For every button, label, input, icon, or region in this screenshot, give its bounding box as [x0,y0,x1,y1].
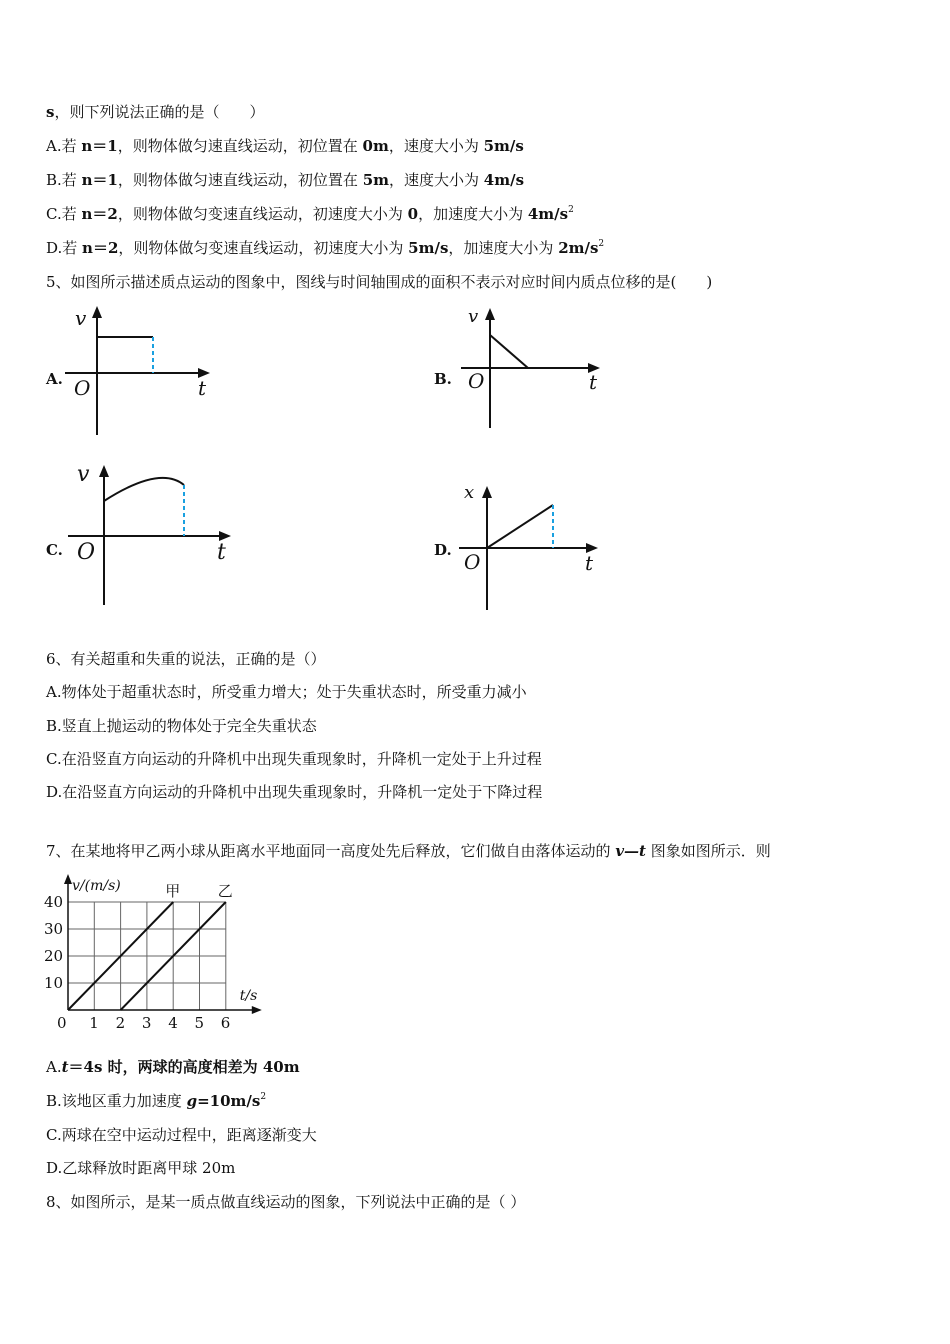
q5-option-d-label[interactable]: D. [434,541,452,559]
q4-option-mid: ，则物体做匀速直线运动，初位置在 [117,171,363,189]
x-tick-label: 5 [194,1014,205,1032]
y-axis-label: v/(m/s) [72,878,121,894]
q7-option-b-label: B. [46,1092,62,1110]
q5-option-b-label[interactable]: B. [434,370,452,388]
q6-option-b[interactable]: B.竖直上抛运动的物体处于完全失重状态 [46,717,317,735]
q7-stem-pre: 7、在某地将甲乙两小球从距离水平地面同一高度处先后释放，它们做自由落体运动的 [46,842,616,860]
q4-option-label: D. [46,239,63,257]
x-tick-label: 6 [220,1014,231,1032]
q7-option-b[interactable] [46,1091,266,1111]
x-tick-label: 1 [89,1014,99,1032]
q7-option-a-var: t [61,1058,69,1076]
graph-b-line [490,335,528,368]
graph-c-y-arrow [99,465,109,477]
graph-d-y-arrow [482,486,492,498]
q6-option-d[interactable]: D.在沿竖直方向运动的升降机中出现失重现象时，升降机一定处于下降过程 [46,783,543,801]
series-label-jia: 甲 [165,882,181,900]
graph-b-y-label: v [468,306,479,327]
q4-option-a[interactable] [46,136,524,156]
q6-stem: 6、有关超重和失重的说法，正确的是（） [46,650,326,668]
q7-option-a-label: A. [46,1058,62,1076]
graph-b-origin: O [468,369,485,393]
q7-option-d[interactable]: D.乙球释放时距离甲球 20m [46,1159,236,1177]
q7-option-b-text: 该地区重力加速度 [61,1092,187,1110]
q7-stem-post: 图象如图所示．则 [645,842,771,860]
q4-option-label: C. [46,205,62,223]
graph-d-line [487,505,553,548]
q4-option-n: n＝1 [81,171,118,189]
q4-option-pre: 若 [62,239,83,257]
x-axis-arrow [252,1006,262,1014]
graph-d-x-label: t [585,551,594,575]
q7-option-b-var: g [186,1092,198,1110]
graph-b-x-label: t [589,370,598,394]
q4-option-value1: 0m [362,137,389,155]
graph-c-curve [104,478,184,501]
q7-stem-var: v—t [615,842,646,860]
q7-stem [46,841,771,861]
graph-d-y-label: x [464,482,475,503]
graph-d-origin: O [464,550,481,574]
q4-option-mid2: ，速度大小为 [388,137,484,155]
x-tick-label: 3 [141,1014,152,1032]
q5-graph-a [60,300,230,445]
q4-option-b[interactable] [46,170,524,190]
q7-option-b-sup: 2 [260,1092,267,1102]
q4-option-pre: 若 [61,137,82,155]
q4-option-sup: 2 [598,239,605,249]
y-tick-label: 10 [44,974,64,992]
q4-option-value2: 4m/s [483,171,525,189]
q4-option-c[interactable] [46,204,574,224]
q4-option-mid: ，则物体做匀变速直线运动，初速度大小为 [118,239,409,257]
q5-graph-b [455,300,615,435]
q4-option-mid: ，则物体做匀速直线运动，初位置在 [117,137,363,155]
graph-a-origin: O [74,376,91,400]
q4-option-mid: ，则物体做匀变速直线运动，初速度大小为 [117,205,408,223]
graph-c-origin: O [77,540,96,565]
q4-stem-tail [46,102,264,122]
q4-option-value2: 4m/s [527,205,569,223]
q4-option-n: n＝2 [81,205,118,223]
graph-a-y-arrow [92,306,102,318]
q5-graph-c [60,455,250,610]
q4-option-label: A. [46,137,62,155]
q7-option-b-val: =10m/s [197,1092,261,1110]
q4-option-value1: 5m [362,171,390,189]
q6-option-a[interactable]: A.物体处于超重状态时，所受重力增大；处于失重状态时，所受重力减小 [46,683,527,701]
q4-option-pre: 若 [61,205,82,223]
q4-option-sup: 2 [568,205,574,215]
q7-option-a-text: ＝4s 时，两球的高度相差为 40m [68,1058,300,1076]
q4-option-label: B. [46,171,62,189]
series-label-yi: 乙 [217,882,233,900]
graph-a-y-label: v [75,306,87,330]
y-axis-arrow [64,874,72,884]
q5-graph-d [455,478,615,613]
q4-option-pre: 若 [61,171,82,189]
y-tick-label: 40 [44,893,64,911]
graph-a-x-label: t [198,376,207,400]
q4-question: ，则下列说法正确的是（ ） [54,103,265,121]
q7-option-c[interactable]: C.两球在空中运动过程中，距离逐渐变大 [46,1126,317,1144]
q4-unit: s [46,103,55,121]
q6-option-c[interactable]: C.在沿竖直方向运动的升降机中出现失重现象时，升降机一定处于上升过程 [46,750,542,768]
q8-stem: 8、如图所示，是某一质点做直线运动的图象，下列说法中正确的是（ ） [46,1193,526,1211]
graph-c-x-label: t [217,540,226,565]
q5-option-c-label[interactable]: C. [46,541,63,559]
q4-option-value1: 0 [407,205,419,223]
graph-c-y-label: v [77,462,90,487]
q4-option-d[interactable] [46,238,604,258]
q4-option-mid2: ，加速度大小为 [418,205,528,223]
x-axis-label: t/s [239,988,258,1004]
q4-option-n: n＝1 [81,137,118,155]
x-tick-label: 0 [57,1014,67,1032]
q4-option-n: n＝2 [82,239,119,257]
q4-option-value2: 5m/s [483,137,524,155]
q4-option-mid2: ，速度大小为 [389,171,484,189]
x-tick-label: 2 [115,1014,126,1032]
x-tick-label: 4 [168,1014,178,1032]
q4-option-value2: 2m/s [558,239,599,257]
y-tick-label: 20 [44,947,64,965]
graph-b-y-arrow [485,308,495,320]
q4-option-value1: 5m/s [408,239,449,257]
q7-vt-chart [40,868,280,1038]
q7-option-a[interactable] [46,1057,300,1077]
y-tick-label: 30 [44,920,64,938]
q5-stem: 5、如图所示描述质点运动的图象中，图线与时间轴围成的面积不表示对应时间内质点位移的是( ) [46,273,713,291]
q5-option-a-label[interactable]: A. [46,370,63,388]
q4-option-mid2: ，加速度大小为 [448,239,559,257]
